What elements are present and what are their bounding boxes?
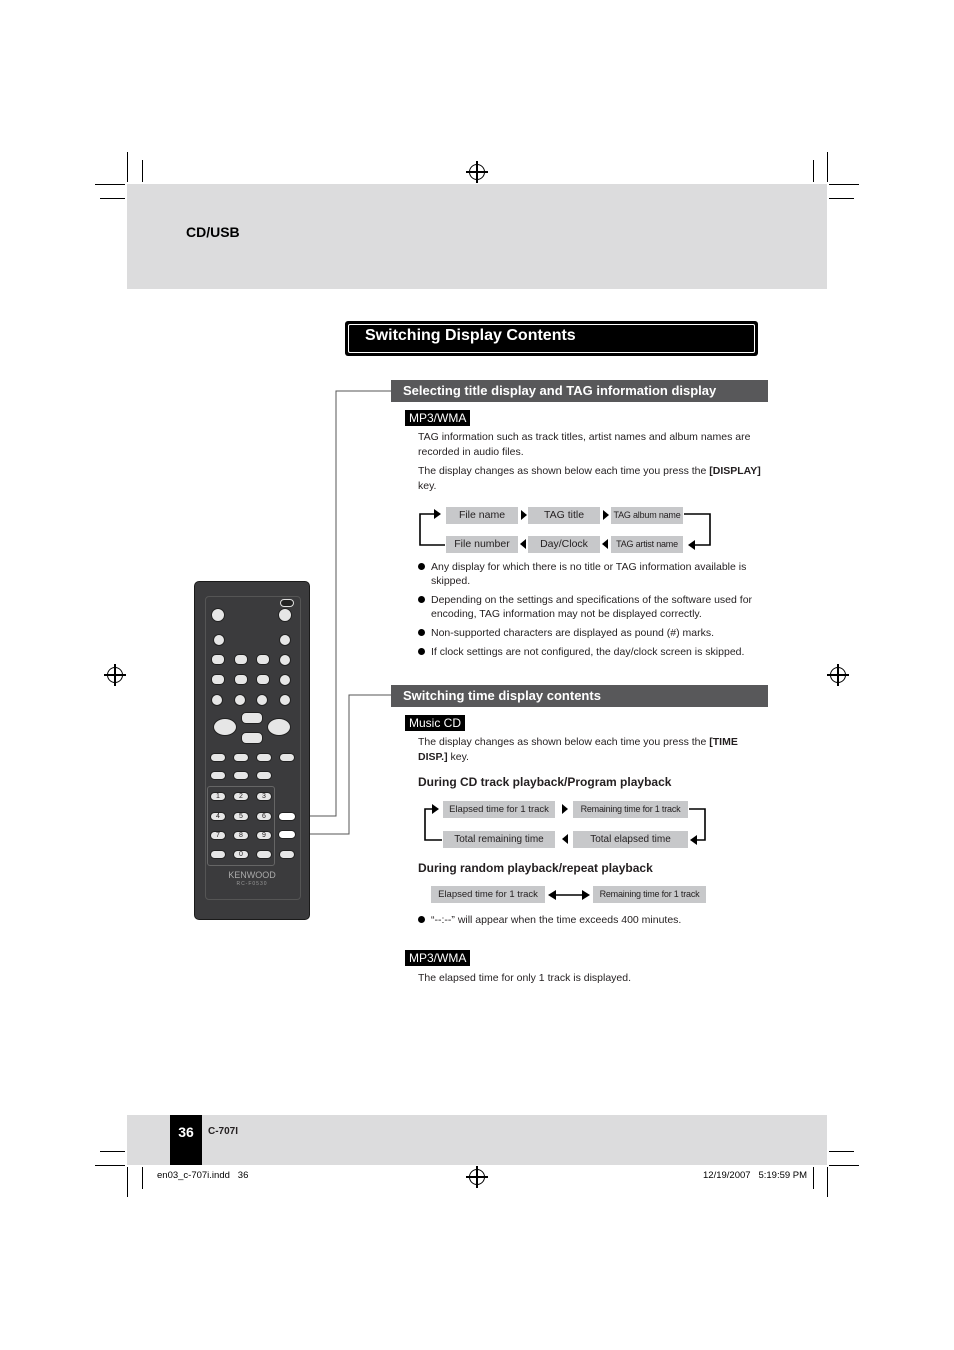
keypad-button: 5: [233, 812, 249, 821]
sub-heading: During CD track playback/Program playback: [418, 775, 672, 789]
flow-item: Remaining time for 1 track: [593, 886, 706, 903]
timestamp: 12/19/2007 5:19:59 PM: [703, 1170, 808, 1181]
list-item: If clock settings are not configured, the day/clock screen is skipped.: [418, 645, 763, 659]
keypad-button: 8: [233, 831, 249, 840]
remote-brand: KENWOOD: [228, 870, 276, 880]
remote-button: [279, 674, 291, 686]
page-number: 36: [170, 1115, 202, 1165]
remote-button: [256, 753, 272, 762]
navigation-up-button: [241, 712, 263, 724]
keypad-button: 4: [210, 812, 226, 821]
power-button: [211, 608, 225, 622]
remote-button: [279, 634, 291, 646]
flow-item: TAG album name: [611, 507, 683, 524]
remote-button: [210, 771, 226, 780]
remote-button: [279, 654, 291, 666]
flow-item: Total remaining time: [443, 831, 555, 848]
flow-item: File name: [446, 507, 518, 524]
flow-item: File number: [446, 536, 518, 553]
navigation-right-button: [267, 718, 291, 736]
section-heading: Switching time display contents: [391, 685, 768, 707]
footer-band: [127, 1115, 827, 1165]
remote-button: [234, 674, 248, 685]
remote-button: [213, 634, 225, 646]
remote-button: [256, 771, 272, 780]
time-disp-button: [278, 830, 296, 839]
remote-control-illustration: [194, 581, 310, 920]
remote-button: [211, 694, 223, 706]
body-paragraph: The display changes as shown below each time you press the [DISPLAY] key.: [418, 465, 761, 492]
sub-heading: During random playback/repeat playback: [418, 861, 653, 875]
list-item: Any display for which there is no title or TAG information available is skipped.: [418, 560, 763, 588]
keypad-button: 0: [233, 850, 249, 859]
flow-item: Remaining time for 1 track: [573, 801, 688, 818]
remote-button: [233, 753, 249, 762]
section-label: CD/USB: [186, 224, 240, 240]
remote-button: [234, 654, 248, 665]
flow-item: Elapsed time for 1 track: [443, 801, 555, 818]
remote-button: [211, 654, 225, 665]
remote-button: [278, 608, 292, 622]
list-item: Depending on the settings and specifications of the software used for encoding, TAG information may not be displayed correctly.: [418, 593, 763, 621]
file-info: en03_c-707i.indd 36: [157, 1170, 249, 1181]
remote-button: [256, 674, 270, 685]
section-heading: Selecting title display and TAG information display: [391, 380, 768, 402]
remote-button: [211, 674, 225, 685]
body-paragraph: The display changes as shown below each time you press the [TIME DISP.] key.: [418, 736, 738, 763]
remote-button: [279, 753, 295, 762]
keypad-button: 7: [210, 831, 226, 840]
format-tag: MP3/WMA: [405, 950, 470, 966]
remote-button: [233, 771, 249, 780]
body-paragraph: TAG information such as track titles, artist names and album names are recorded in audio files.: [418, 431, 751, 458]
remote-button: [256, 850, 272, 859]
flow-item: Total elapsed time: [573, 831, 688, 848]
keypad-button: 2: [233, 792, 249, 801]
list-item: Non-supported characters are displayed as pound (#) marks.: [418, 626, 763, 640]
list-item: “--:--” will appear when the time exceeds 400 minutes.: [418, 913, 763, 927]
display-button: [278, 812, 296, 821]
flow-item: TAG artist name: [611, 536, 683, 553]
remote-button: [210, 753, 226, 762]
model-name: C-707I: [208, 1126, 239, 1137]
keypad-button: 3: [256, 792, 272, 801]
remote-button: [279, 850, 295, 859]
flow-item: TAG title: [528, 507, 600, 524]
remote-button: [256, 694, 268, 706]
note-list: [418, 913, 763, 932]
keypad-button: 9: [256, 831, 272, 840]
navigation-left-button: [213, 718, 237, 736]
remote-button: [210, 850, 226, 859]
navigation-down-button: [241, 732, 263, 744]
remote-button: [234, 694, 246, 706]
remote-button: [279, 694, 291, 706]
remote-model: RC-F0530: [236, 881, 268, 887]
flow-item: Day/Clock: [528, 536, 600, 553]
keypad-button: 1: [210, 792, 226, 801]
format-tag: Music CD: [405, 715, 465, 731]
page-title: Switching Display Contents: [365, 327, 576, 344]
remote-button: [256, 654, 270, 665]
format-tag: MP3/WMA: [405, 410, 470, 426]
flow-item: Elapsed time for 1 track: [431, 886, 545, 903]
body-paragraph: The elapsed time for only 1 track is displayed.: [418, 972, 632, 984]
keypad-button: 6: [256, 812, 272, 821]
